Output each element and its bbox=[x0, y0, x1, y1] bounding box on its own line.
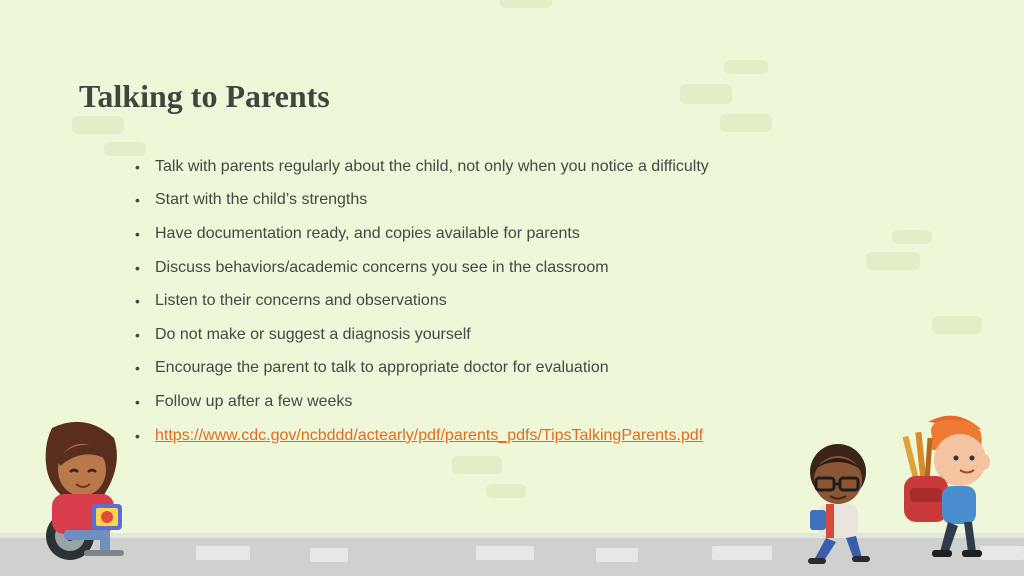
boy-with-glasses-illustration bbox=[800, 440, 880, 568]
bullet-dot: • bbox=[135, 158, 140, 175]
background-blot bbox=[72, 116, 124, 134]
sidewalk-tile bbox=[196, 546, 250, 560]
bullet-item bbox=[135, 318, 709, 352]
background-blot bbox=[932, 316, 982, 334]
slide-title: Talking to Parents bbox=[79, 78, 330, 114]
bullet-item bbox=[135, 419, 709, 453]
bullet-text: Listen to their concerns and observations bbox=[155, 292, 447, 310]
bullet-dot: • bbox=[135, 427, 140, 444]
bullet-item bbox=[135, 284, 709, 318]
sidewalk-tile bbox=[476, 546, 534, 560]
bullet-text: Start with the child’s strengths bbox=[155, 191, 368, 209]
bullet-dot: • bbox=[135, 393, 140, 410]
bullet-dot: • bbox=[135, 192, 140, 209]
background-blot bbox=[486, 484, 526, 498]
background-blot bbox=[452, 456, 502, 474]
bullet-text: Have documentation ready, and copies available for parents bbox=[155, 224, 580, 242]
bullet-item bbox=[135, 184, 709, 218]
bullet-text: Talk with parents regularly about the child, not only when you notice a difficulty bbox=[155, 157, 709, 175]
cdc-tips-link[interactable]: https://www.cdc.gov/ncbddd/actearly/pdf/parents_pdfs/TipsTalkingParents.pdf bbox=[155, 426, 704, 444]
bullet-list bbox=[135, 150, 709, 452]
background-blot bbox=[500, 0, 552, 8]
bullet-item bbox=[135, 352, 709, 386]
bullet-item bbox=[135, 251, 709, 285]
background-blot bbox=[892, 230, 932, 244]
sidewalk-tile bbox=[596, 548, 638, 562]
sidewalk-tile bbox=[310, 548, 348, 562]
background-blot bbox=[866, 252, 920, 270]
bullet-text: Follow up after a few weeks bbox=[155, 392, 353, 410]
boy-with-backpack-illustration bbox=[898, 414, 1008, 568]
background-blot bbox=[680, 84, 732, 104]
bullet-text: Encourage the parent to talk to appropriate doctor for evaluation bbox=[155, 359, 609, 377]
bullet-dot: • bbox=[135, 326, 140, 343]
bullet-item bbox=[135, 385, 709, 419]
bullet-item bbox=[135, 150, 709, 184]
background-blot bbox=[720, 114, 772, 132]
sidewalk-tile bbox=[712, 546, 772, 560]
bullet-dot: • bbox=[135, 293, 140, 310]
bullet-item bbox=[135, 217, 709, 251]
background-blot bbox=[724, 60, 768, 74]
bullet-dot: • bbox=[135, 360, 140, 377]
bullet-dot: • bbox=[135, 225, 140, 242]
bullet-dot: • bbox=[135, 259, 140, 276]
girl-in-wheelchair-illustration bbox=[30, 418, 160, 568]
bullet-text: Do not make or suggest a diagnosis yourself bbox=[155, 325, 471, 343]
bullet-text: Discuss behaviors/academic concerns you see in the classroom bbox=[155, 258, 609, 276]
